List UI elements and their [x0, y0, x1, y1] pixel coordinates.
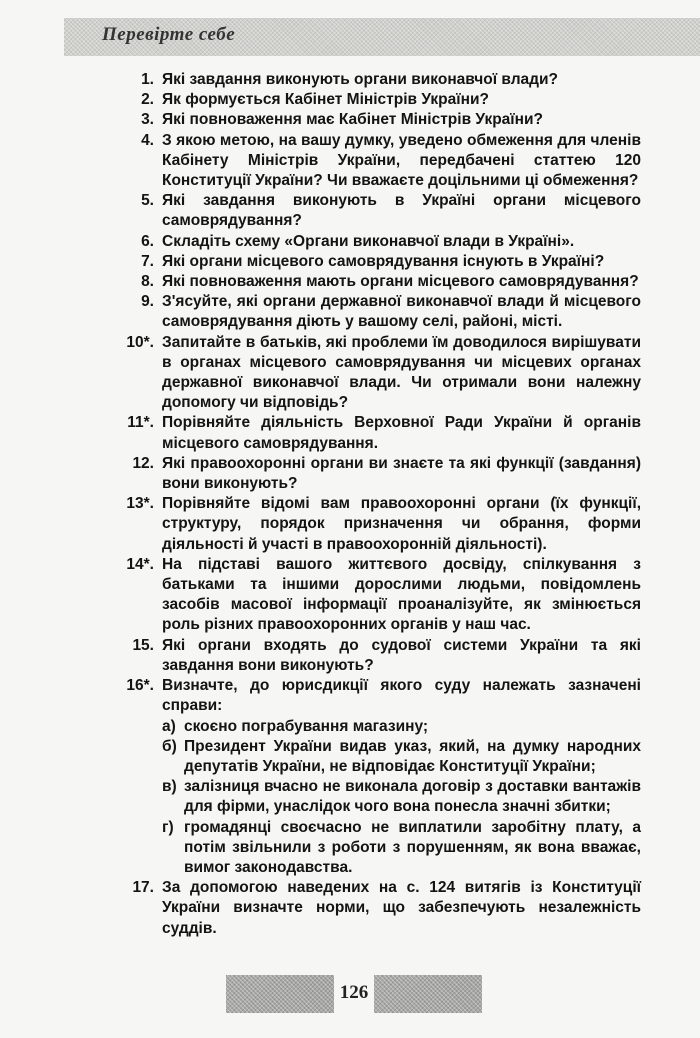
- question-number: 11*.: [127, 414, 154, 432]
- question-number: 4.: [141, 131, 154, 149]
- question-text: Які завдання виконують органи виконавчої влади?: [162, 71, 558, 88]
- question-number: 5.: [141, 192, 154, 210]
- question-number: 15.: [132, 636, 154, 654]
- question-item: [118, 110, 641, 130]
- question-text: На підставі вашого життєвого досвіду, спілкування з батьками та іншими дорослими людьми, повідомлень засобів масової інформації проаналізуйте, як змінюється роль різних правоохоронних органів у наш час.: [162, 555, 641, 634]
- question-item: [118, 70, 641, 90]
- question-number: 13*.: [126, 495, 154, 513]
- question-number: 16*.: [126, 677, 154, 695]
- sub-item-text: громадянці своєчасно не виплатили заробітну плату, а потім звільнили з роботи з порушенням, як вона вважає, вимог законодавства.: [184, 818, 641, 876]
- question-item: [118, 90, 641, 110]
- question-number: 3.: [141, 111, 154, 129]
- question-text: Які органи входять до судової системи України та які завдання вони виконують?: [162, 636, 641, 674]
- question-text: Порівняйте відомі вам правоохоронні органи (їх функції, структуру, порядок призначення чи обрання, форми діяльності й участі в правоохоронній діяльності).: [162, 495, 641, 553]
- footer-band-left: [226, 975, 334, 1013]
- sub-item: [162, 777, 641, 817]
- question-number: 14*.: [126, 555, 154, 573]
- page-number: 126: [339, 982, 369, 1003]
- question-item: [118, 191, 641, 231]
- question-text: Визначте, до юрисдикції якого суду належать зазначені справи:: [162, 677, 641, 715]
- question-text: Які органи місцевого самоврядування існують в Україні?: [162, 252, 605, 270]
- question-number: 17.: [132, 879, 154, 897]
- question-number: 12.: [132, 454, 154, 472]
- question-number: 10*.: [126, 333, 154, 351]
- question-number: 1.: [141, 71, 154, 88]
- sub-item-text: Президент України видав указ, який, на думку народних депутатів України, не відповідає Конституції України;: [184, 737, 641, 775]
- question-item: [118, 413, 641, 453]
- section-title: Перевірте себе: [102, 24, 236, 45]
- question-item: [118, 676, 641, 878]
- question-item: [118, 252, 641, 272]
- question-text: Які повноваження має Кабінет Міністрів України?: [162, 111, 544, 129]
- question-text: З якою метою, на вашу думку, уведено обмеження для членів Кабінету Міністрів України, передбачені статтею 120 Конституції України? Чи вважаєте доцільними ці обмеження?: [162, 131, 641, 190]
- sub-item-label: а): [162, 717, 176, 735]
- question-item: [118, 292, 641, 332]
- question-item: [118, 272, 641, 292]
- sub-item: [162, 737, 641, 777]
- question-text: Які правоохоронні органи ви знаєте та які функції (завдання) вони виконують?: [162, 454, 641, 493]
- sub-item-label: в): [162, 778, 177, 796]
- question-text: Складіть схему «Органи виконавчої влади в Україні».: [162, 232, 575, 250]
- sub-item-text: залізниця вчасно не виконала договір з доставки вантажів для фірми, унаслідок чого вона понесла значні збитки;: [184, 778, 641, 816]
- question-item: [118, 555, 641, 636]
- question-item: [118, 878, 641, 939]
- question-number: 8.: [141, 273, 154, 291]
- question-item: [118, 454, 641, 494]
- question-number: 7.: [141, 252, 154, 270]
- question-text: Які повноваження мають органи місцевого самоврядування?: [162, 273, 639, 291]
- question-list: [118, 70, 641, 939]
- sub-item-label: б): [162, 737, 177, 755]
- sub-item: [162, 717, 641, 737]
- question-text: Які завдання виконують в Україні органи місцевого самоврядування?: [162, 192, 641, 230]
- question-body: [162, 676, 641, 878]
- sub-item-text: скоєно пограбування магазину;: [184, 717, 429, 735]
- question-number: 9.: [141, 293, 154, 311]
- question-text: Запитайте в батьків, які проблеми їм доводилося вирішувати в органах місцевого самоврядування чи місцевих органах державної виконавчої влади. Чи отримали вони належну допомогу чи відповідь?: [162, 333, 641, 412]
- question-number: 2.: [141, 91, 154, 109]
- question-item: [118, 131, 641, 192]
- question-text: За допомогою наведених на с. 124 витягів із Конституції України визначте норми, що забезпечують незалежність суддів.: [162, 879, 641, 937]
- question-text: Як формується Кабінет Міністрів України?: [162, 91, 489, 109]
- sub-item-label: г): [162, 818, 174, 836]
- question-item: [118, 333, 641, 414]
- question-text: Порівняйте діяльність Верховної Ради України й органів місцевого самоврядування.: [162, 414, 641, 452]
- question-number: 6.: [141, 232, 154, 250]
- question-text: З'ясуйте, які органи державної виконавчої влади й місцевого самоврядування діють у вашому селі, районі, місті.: [162, 293, 641, 331]
- page-footer: [0, 975, 700, 1015]
- sub-item: [162, 818, 641, 879]
- footer-band-right: [374, 975, 482, 1013]
- question-item: [118, 636, 641, 676]
- question-item: [118, 232, 641, 252]
- question-item: [118, 494, 641, 555]
